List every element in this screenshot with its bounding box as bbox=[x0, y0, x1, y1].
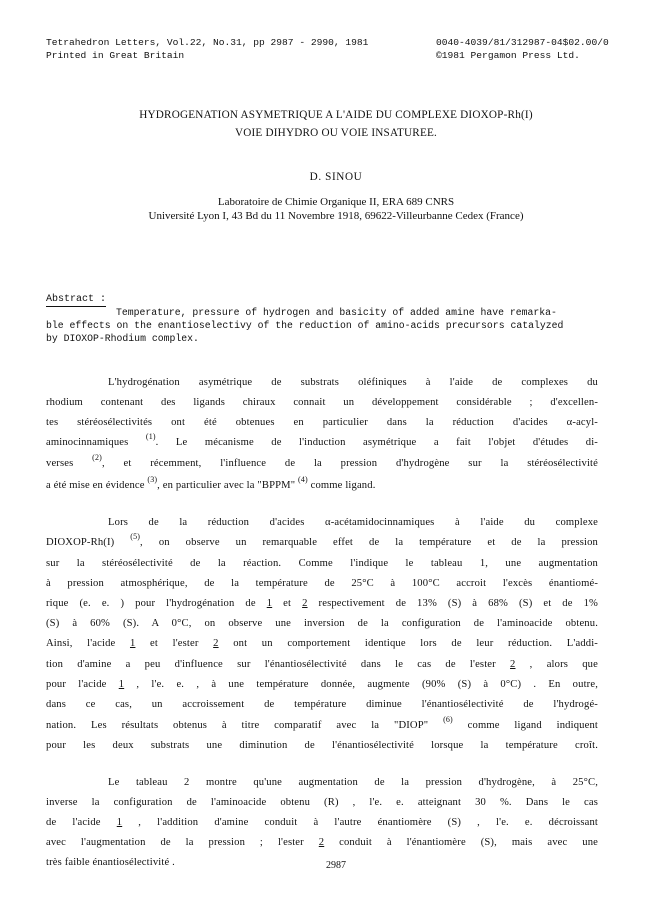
compound-number: 1 bbox=[266, 598, 273, 609]
reference-marker: (2) bbox=[92, 453, 102, 462]
paragraph-2-line: nation. Les résultats obtenus à titre comparatif avec la "DIOP" $^{(6)}$ comme ligand indiquent bbox=[46, 715, 599, 731]
journal-citation: Tetrahedron Letters, Vol.22, No.31, pp 2987 - 2990, 1981 bbox=[46, 37, 369, 48]
paragraph-2-line: pour les deux substrats une diminution de l'énantiosélectivité lorsque la température croît. bbox=[46, 740, 598, 751]
header-right bbox=[436, 36, 609, 62]
paragraph-1-line: L'hydrogénation asymétrique de substrats oléfiniques à l'aide de complexes du bbox=[108, 377, 598, 388]
reference-marker: (1) bbox=[145, 432, 156, 441]
paragraph-2-line: (S) à 60% (S). A 0°C, on observe une inversion de la configuration de l'aminoacide obtenu. bbox=[46, 618, 598, 629]
compound-number: 1 bbox=[116, 817, 123, 828]
reference-marker: (5) bbox=[130, 532, 141, 541]
abstract-heading: Abstract : bbox=[46, 294, 107, 305]
reference-marker: (6) bbox=[443, 715, 453, 724]
paragraph-2-line: pour l'acide 1 , l'e. e. , à une température donnée, augmente (90% (S) à 0°C) . En outre, bbox=[46, 679, 598, 690]
paragraph-3-line: Le tableau 2 montre qu'une augmentation de la pression d'hydrogène, à 25°C, bbox=[108, 777, 598, 788]
paragraph-3-line: inverse la configuration de l'aminoacide obtenu (R) , l'e. e. atteignant 30 %. Dans le cas bbox=[46, 797, 598, 808]
paragraph-1-line: a été mise en évidence $^{(3)}$, en particulier avec la "BPPM" $^{(4)}$ comme ligand. bbox=[46, 475, 376, 491]
paragraph-2-line: sur la stéréosélectivité de la réaction. Comme l'indique le tableau 1, une augmentation bbox=[46, 558, 598, 569]
abstract-line: Temperature, pressure of hydrogen and basicity of added amine have remarka- bbox=[116, 307, 557, 318]
compound-number: 1 bbox=[129, 638, 136, 649]
compound-number: 1 bbox=[118, 679, 125, 690]
compound-number: 2 bbox=[318, 837, 325, 848]
paragraph-1-line: verses $^{(2)}$, et récemment, l'influence de la pression d'hydrogène sur la stéréosélectivité bbox=[46, 453, 598, 469]
compound-number: 2 bbox=[213, 638, 219, 649]
paragraph-3-line: très faible énantiosélectivité . bbox=[46, 857, 175, 868]
abstract-line: by DIOXOP-Rhodium complex. bbox=[46, 333, 199, 344]
paragraph-1-line: rhodium contenant des ligands chiraux connait un développement considérable ; d'excellen- bbox=[46, 397, 598, 408]
paragraph-3-line: avec l'augmentation de la pression ; l'ester 2 conduit à l'énantiomère (S), mais avec une bbox=[46, 837, 598, 848]
header-left bbox=[46, 36, 368, 62]
copyright: ©1981 Pergamon Press Ltd. bbox=[436, 50, 580, 61]
paragraph-2-line: tion d'amine a peu d'influence sur l'énantiosélectivité dans le cas de l'ester 2 , alors que bbox=[46, 659, 598, 670]
compound-number: 2 bbox=[510, 659, 516, 670]
title-line-1: HYDROGENATION ASYMETRIQUE A L'AIDE DU COMPLEXE DIOXOP-Rh(I) bbox=[139, 109, 533, 121]
reference-marker: (4) bbox=[298, 475, 308, 484]
paragraph-2-line: à pression atmosphérique, de la température de 25°C à 100°C accroit l'excès énantiomé- bbox=[46, 578, 598, 589]
article-code: 0040-4039/81/312987-04$02.00/0 bbox=[436, 37, 609, 48]
reference-marker: (3) bbox=[147, 475, 158, 484]
paragraph-2-line: Lors de la réduction d'acides α-acétamidocinnamiques à l'aide du complexe bbox=[108, 517, 598, 528]
paragraph-2-line: Ainsi, l'acide 1 et l'ester 2 ont un comportement identique lors de leur réduction. L'addi- bbox=[46, 638, 598, 649]
author-name: D. SINOU bbox=[309, 171, 363, 183]
paragraph-2-line: rique (e. e. ) pour l'hydrogénation de 1 et 2 respectivement de 13% (S) à 68% (S) et de 1% bbox=[46, 598, 599, 609]
paragraph-2-line: DIOXOP-Rh(I) $^{(5)}$, on observe un remarquable effet de la température et de la pression bbox=[46, 532, 598, 548]
paragraph-1-line: tes stéréosélectivités ont été obtenues en particulier dans la réduction d'acides α-acyl- bbox=[46, 417, 598, 428]
printed-location: Printed in Great Britain bbox=[46, 50, 185, 61]
compound-number: 2 bbox=[302, 598, 308, 609]
abstract-line: ble effects on the enantioselectivy of the reduction of amino-acids precursors catalyzed bbox=[46, 320, 564, 331]
page-number: 2987 bbox=[326, 860, 346, 871]
paragraph-1-line: aminocinnamiques $^{(1)}$. Le mécanisme de l'induction asymétrique a fait l'objet d'études di- bbox=[46, 432, 598, 448]
title-line-2: VOIE DIHYDRO OU VOIE INSATUREE. bbox=[234, 127, 438, 139]
paragraph-3-line: de l'acide 1 , l'addition d'amine conduit à l'autre énantiomère (S) , l'e. e. décroissant bbox=[46, 817, 598, 828]
affiliation-line-2: Université Lyon I, 43 Bd du 11 Novembre 1918, 69622-Villeurbanne Cedex (France) bbox=[148, 210, 524, 222]
affiliation-line-1: Laboratoire de Chimie Organique II, ERA 689 CNRS bbox=[217, 196, 455, 208]
paragraph-2-line: dans ce cas, un accroissement de température diminue l'énantiosélectivité de l'hydrogé- bbox=[46, 699, 598, 710]
